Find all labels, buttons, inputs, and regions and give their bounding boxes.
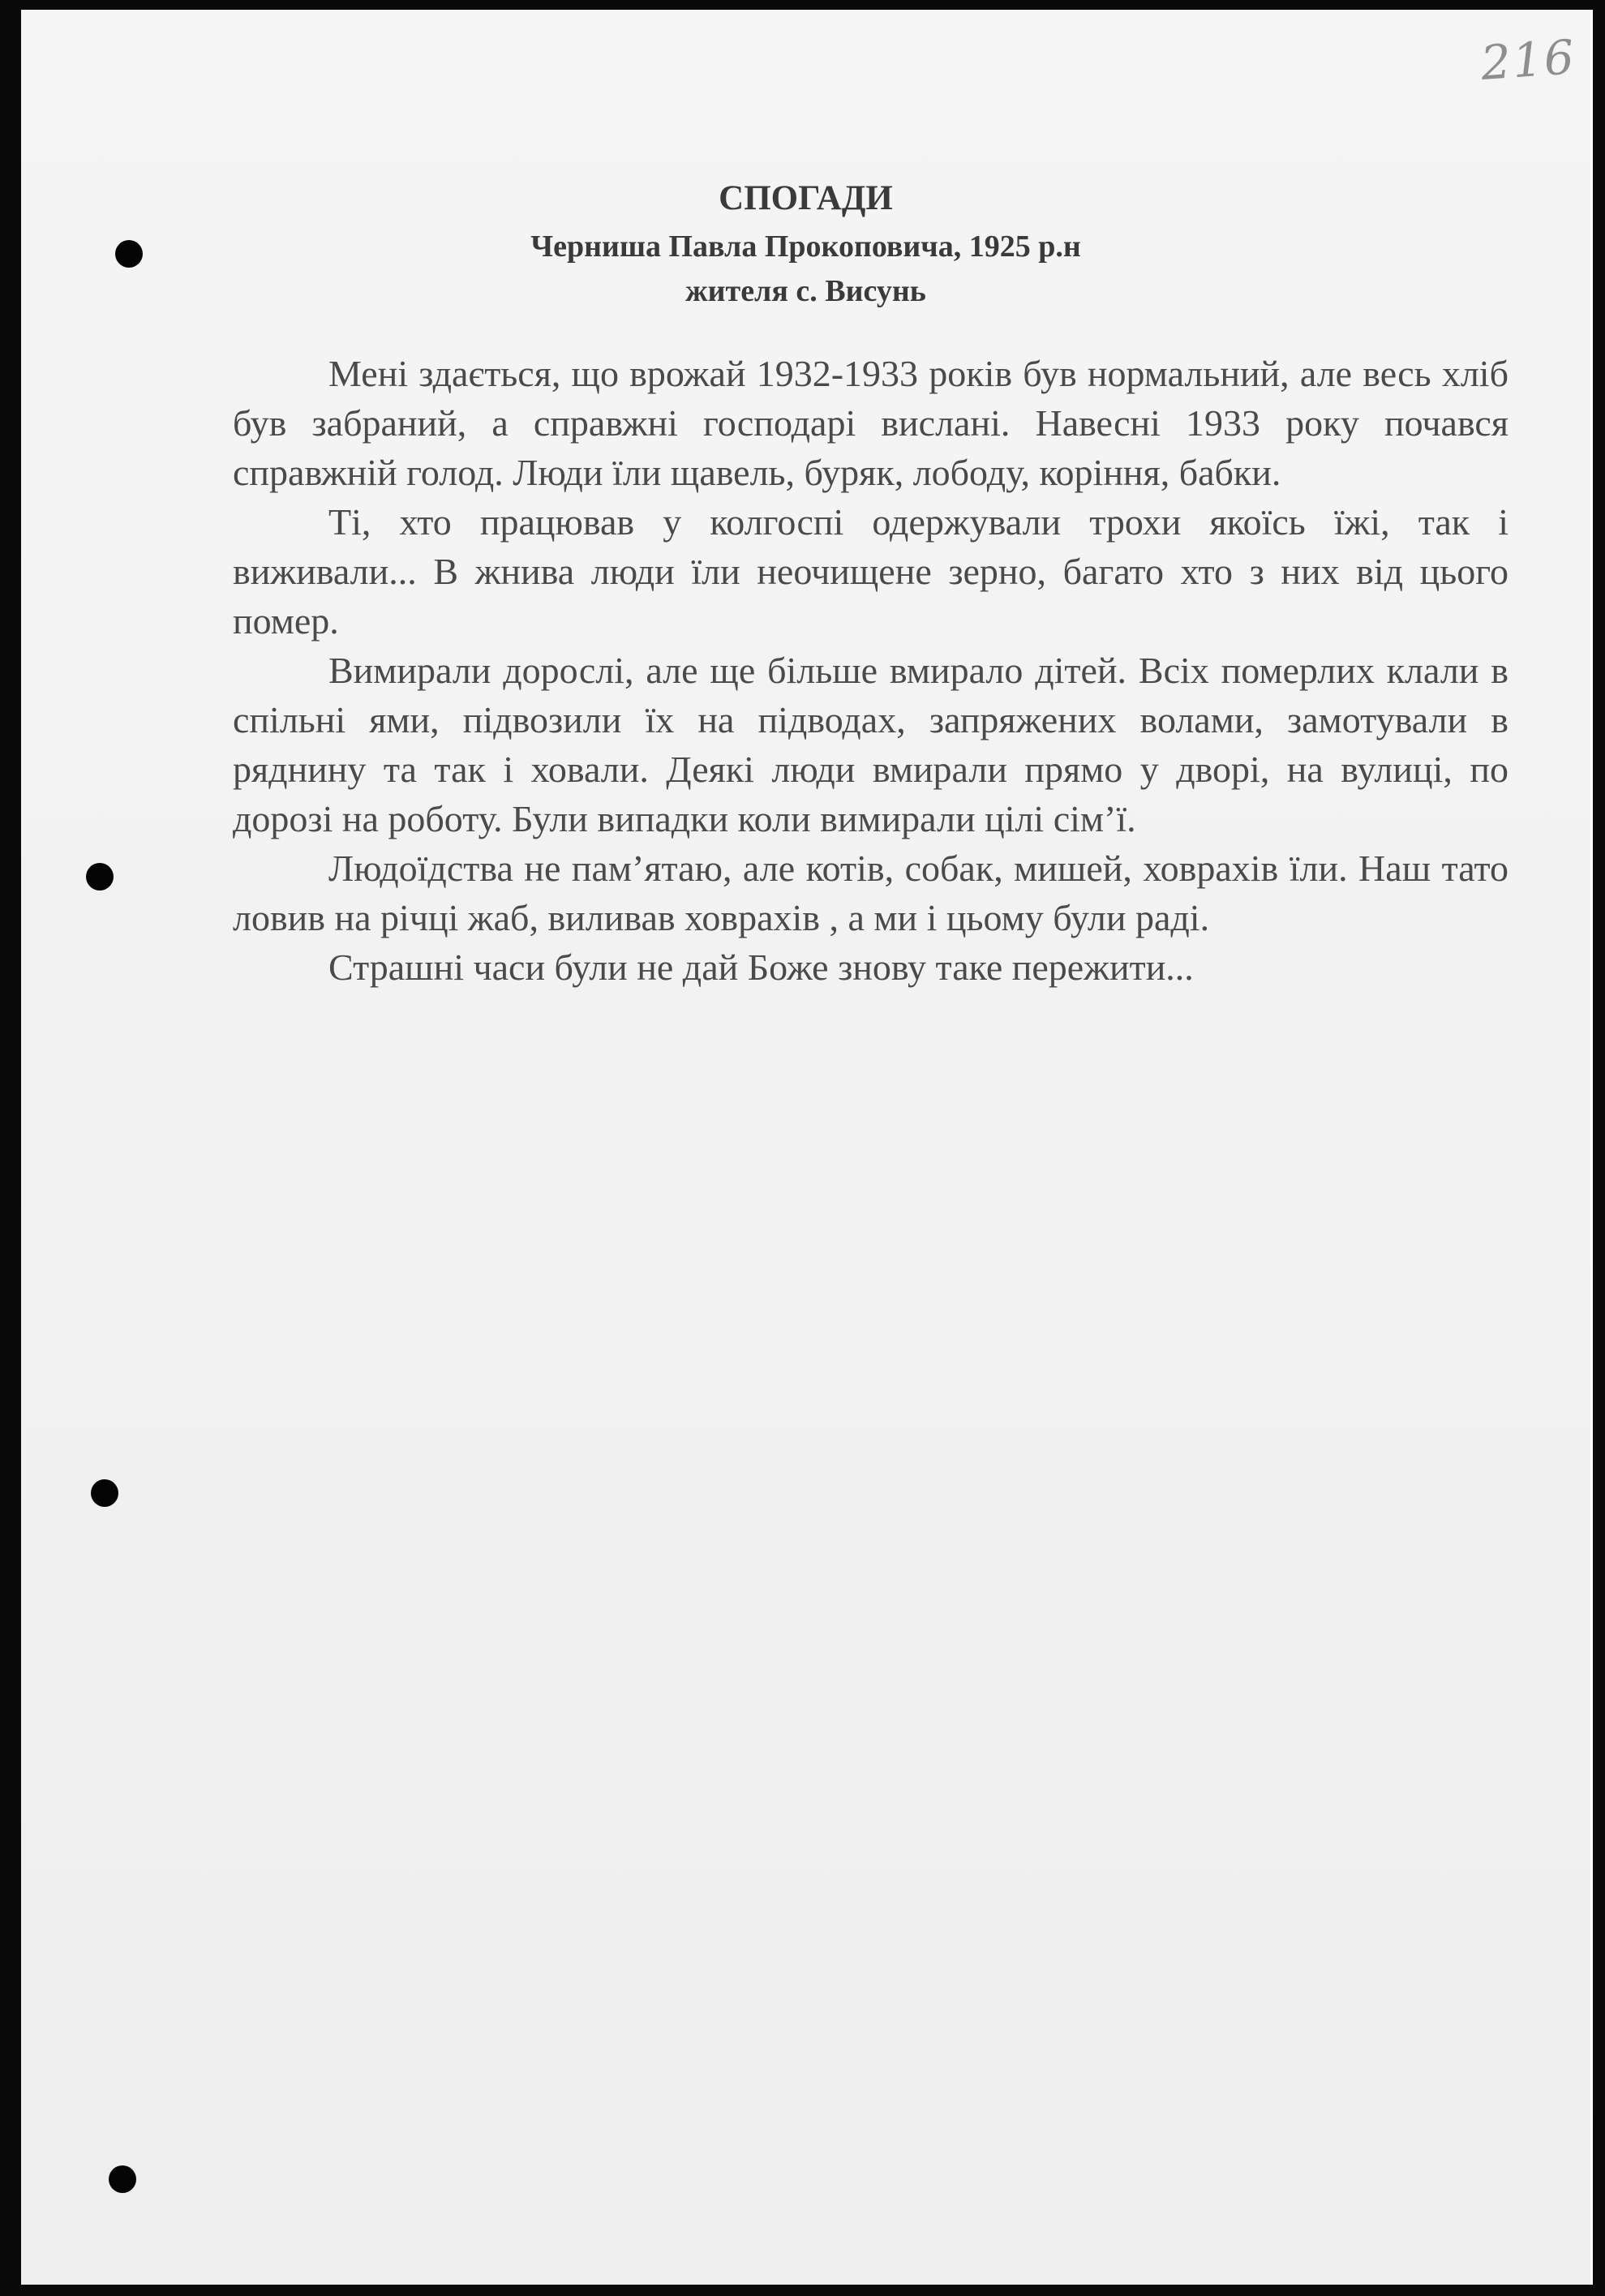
document-title: СПОГАДИ	[719, 179, 893, 217]
handwritten-page-number: 216	[1478, 29, 1577, 91]
paragraph: Страшні часи були не дай Боже знову таке пережити...	[328, 946, 1194, 988]
author-line: Черниша Павла Прокоповича, 1925 р.н	[530, 230, 1081, 264]
paragraph: Ті, хто працював у колгоспі одержували трохи якоїсь їжі, так і виживали... В жнива люди їли неочищене зерно, багато хто з них від цього помер.	[233, 501, 1508, 642]
paragraph: Вимирали дорослі, але ще більше вмирало дітей. Всіх померлих клали в спільні ями, підвозили їх на підводах, запряжених волами, замотували в ряднину та так і ховали. Деякі люди вмирали прямо у дворі, на вулиці, по дорозі на роботу. Були випадки коли вимирали цілі сім’ї.	[233, 650, 1508, 839]
paper-sheet	[21, 10, 1593, 2285]
punch-hole	[86, 863, 114, 891]
paragraph: Мені здається, що врожай 1932-1933 років був нормальний, але весь хліб був забраний, а справжні господарі вислані. Навесні 1933 року почався справжній голод. Люди їли щавель, буряк, лободу, коріння, бабки.	[233, 353, 1508, 493]
memoir-body	[233, 349, 1508, 992]
residence-line: жителя с. Висунь	[685, 274, 926, 308]
punch-hole	[109, 2165, 136, 2193]
punch-hole	[91, 1479, 118, 1507]
paragraph: Людоїдства не пам’ятаю, але котів, собак, мишей, ховрахів їли. Наш тато ловив на річці жаб, виливав ховрахів , а ми і цьому були раді.	[233, 848, 1508, 938]
